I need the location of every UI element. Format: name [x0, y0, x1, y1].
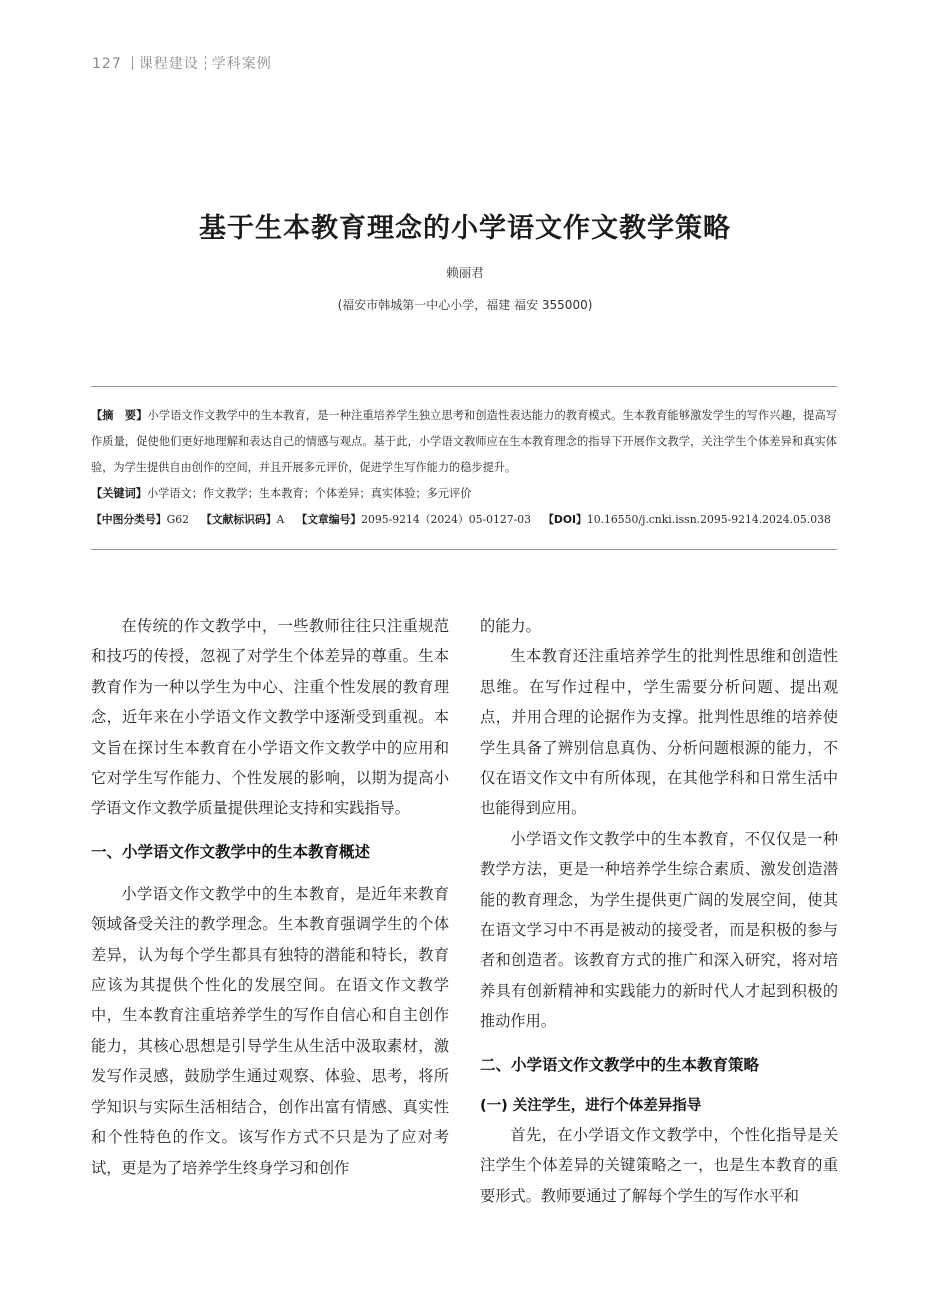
subsection-heading-1: (一) 关注学生，进行个体差异指导	[480, 1097, 702, 1114]
page-number: 127	[92, 56, 122, 72]
abstract-bottom-rule	[91, 549, 837, 550]
abstract-paragraph	[91, 403, 837, 481]
body-paragraph: 在传统的作文教学中，一些教师往往只注重规范和技巧的传授，忽视了对学生个体差异的尊重。生本教育作为一种以学生为中心、注重个性发展的教育理念，近年来在小学语文作文教学中逐渐受到重视。本文旨在探讨生本教育在小学语文作文教学中的应用和它对学生写作能力、个性发展的影响，以期为提高小学语文作文教学质量提供理论支持和实践指导。	[91, 617, 449, 818]
body-paragraph-continued: 的能力。	[480, 617, 541, 635]
subsection-name: 学科案例	[211, 56, 272, 72]
header-divider-dashed	[205, 56, 206, 70]
article-no-label: 【文章编号】	[296, 513, 362, 526]
doi-value: 10.16550/j.cnki.issn.2095-9214.2024.05.038	[586, 513, 831, 526]
doc-code-label: 【文献标识码】	[200, 513, 277, 526]
section-heading-1: 一、小学语文作文教学中的生本教育概述	[91, 842, 371, 861]
right-column	[480, 611, 838, 1211]
clc-label: 【中图分类号】	[91, 513, 167, 526]
section-name: 课程建设	[138, 56, 199, 72]
doc-code-value: A	[276, 513, 285, 526]
left-column	[91, 611, 449, 1183]
abstract-label: 【摘 要】	[91, 409, 148, 422]
body-paragraph: 首先，在小学语文作文教学中，个性化指导是关注学生个体差异的关键策略之一，也是生本教育的重要形式。教师要通过了解每个学生的写作水平和	[480, 1125, 838, 1205]
running-head	[92, 53, 272, 73]
header-divider	[132, 56, 133, 70]
abstract-block	[91, 403, 837, 533]
body-paragraph: 生本教育还注重培养学生的批判性思维和创造性思维。在写作过程中，学生需要分析问题、提出观点，并用合理的论据作为支撑。批判性思维的培养使学生具备了辨别信息真伪、分析问题根源的能力，不仅在语文作文中有所体现，在其他学科和日常生活中也能得到应用。	[480, 647, 838, 818]
article-author: 赖丽君	[446, 265, 484, 280]
keywords-text: 小学语文；作文教学；生本教育；个体差异；真实体验；多元评价	[146, 487, 472, 500]
classification-line	[91, 507, 837, 533]
section-heading-2: 二、小学语文作文教学中的生本教育策略	[480, 1055, 760, 1074]
body-paragraph: 小学语文作文教学中的生本教育，不仅仅是一种教学方法，更是一种培养学生综合素质、激发创造潜能的教育理念，为学生提供更广阔的发展空间，使其在语文学习中不再是被动的接受者，而是积极的参与者和创造者。该教育方式的推广和深入研究，将对培养具有创新精神和实践能力的新时代人才起到积极的推动作用。	[480, 829, 838, 1031]
keywords-line	[91, 481, 837, 507]
abstract-top-rule	[91, 386, 837, 387]
author-affiliation: (福安市韩城第一中心小学，福建 福安 355000)	[337, 298, 593, 312]
abstract-text: 小学语文作文教学中的生本教育，是一种注重培养学生独立思考和创造性表达能力的教育模式。生本教育能够激发学生的写作兴趣，提高写作质量，促使他们更好地理解和表达自己的情感与观点。基于此，小学语文教师应在生本教育理念的指导下开展作文教学，关注学生个体差异和真实体验，为学生提供自由创作的空间，并且开展多元评价，促进学生写作能力的稳步提升。	[91, 409, 837, 474]
article-title: 基于生本教育理念的小学语文作文教学策略	[199, 213, 731, 244]
keywords-label: 【关键词】	[91, 487, 147, 500]
body-paragraph: 小学语文作文教学中的生本教育，是近年来教育领域备受关注的教学理念。生本教育强调学生的个体差异，认为每个学生都具有独特的潜能和特长，教育应该为其提供个性化的发展空间。在语文作文教学中，生本教育注重培养学生的写作自信心和自主创作能力，其核心思想是引导学生从生活中汲取素材，激发写作灵感，鼓励学生通过观察、体验、思考，将所学知识与实际生活相结合，创作出富有情感、真实性和个性特色的作文。该写作方式不只是为了应对考试，更是为了培养学生终身学习和创作	[91, 884, 449, 1177]
article-no-value: 2095-9214（2024）05-0127-03	[361, 513, 532, 526]
doi-label: 【DOI】	[543, 513, 587, 526]
clc-value: G62	[166, 513, 189, 526]
